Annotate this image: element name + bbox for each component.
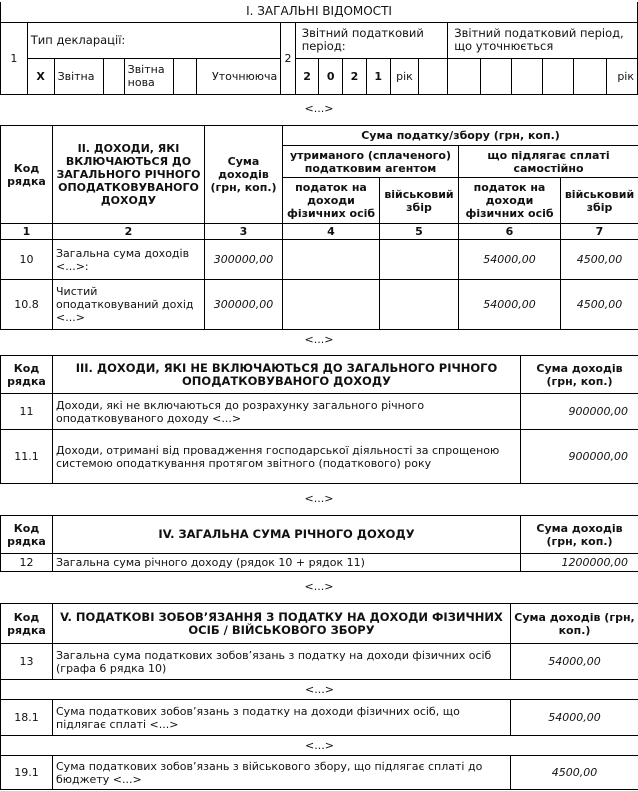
corrected-year-digit[interactable] (512, 58, 543, 94)
section-1-title: І. ЗАГАЛЬНІ ВІДОМОСТІ (1, 2, 638, 22)
col-number: 2 (53, 224, 205, 240)
row-code: 19.1 (1, 756, 53, 790)
row-self-military[interactable]: 4500,00 (561, 280, 638, 330)
pdfo-header: податок на доходи фізичних осіб (283, 178, 380, 224)
corrected-year-digit[interactable] (481, 58, 512, 94)
row-income-sum[interactable]: 900000,00 (521, 430, 638, 484)
row-code: 11 (1, 394, 53, 430)
row-income-sum[interactable]: 1200000,00 (521, 554, 638, 572)
year-digit[interactable]: 2 (295, 58, 319, 94)
field-number-1: 1 (1, 22, 28, 94)
pdfo-header: податок на доходи фізичних осіб (459, 178, 561, 224)
ellipsis: <...> (1, 680, 638, 700)
corrected-year-label: рік (606, 58, 637, 94)
table-row (1, 554, 638, 572)
self-pay-header: що підлягає сплаті самостійно (459, 146, 638, 178)
row-withheld-military[interactable] (380, 280, 459, 330)
col-code-header: Код рядка (1, 604, 53, 644)
row-code: 10.8 (1, 280, 53, 330)
declaration-type-checkbox-marked[interactable]: X (27, 58, 54, 94)
row-code: 13 (1, 644, 53, 680)
row-income-sum[interactable]: 4500,00 (511, 756, 638, 790)
declaration-type-label: Тип декларації: (27, 22, 281, 58)
col-number: 5 (380, 224, 459, 240)
row-self-pdfo[interactable]: 54000,00 (459, 280, 561, 330)
row-name: Загальна сума річного доходу (рядок 10 + рядок 11) (53, 554, 521, 572)
year-digit[interactable]: 0 (319, 58, 343, 94)
col-number: 1 (1, 224, 53, 240)
declaration-type-utochnyuyucha: Уточнююча (196, 58, 281, 94)
section-4-total-income-table (0, 515, 638, 572)
row-name: Загальна сума доходів <...>: (53, 240, 205, 280)
corrected-period-empty[interactable] (573, 58, 606, 94)
table-row (1, 280, 638, 330)
row-income-sum[interactable]: 300000,00 (205, 280, 283, 330)
row-withheld-military[interactable] (380, 240, 459, 280)
col-income-sum-header: Сума доходів (грн, коп.) (205, 126, 283, 224)
row-name: Доходи, отримані від провадження господарської діяльності за спрощеною системою оподаткування протягом звітного (податкового) року (53, 430, 521, 484)
row-code: 18.1 (1, 700, 53, 736)
ellipsis: <...> (304, 102, 334, 115)
table-row (1, 644, 638, 680)
row-income-sum[interactable]: 54000,00 (511, 700, 638, 736)
col-income-sum-header: Сума доходів (грн, коп.) (521, 356, 638, 394)
section-3-title: ІІІ. ДОХОДИ, ЯКІ НЕ ВКЛЮЧАЮТЬСЯ ДО ЗАГАЛЬНОГО РІЧНОГО ОПОДАТКОВУВАНОГО ДОХОДУ (53, 356, 521, 394)
period-empty-cell[interactable] (419, 58, 448, 94)
table-row (1, 394, 638, 430)
table-row (1, 240, 638, 280)
withheld-header: утриманого (сплаченого) податковим агентом (283, 146, 459, 178)
row-code: 10 (1, 240, 53, 280)
section-5-tax-liabilities-table (0, 603, 638, 790)
row-income-sum[interactable]: 900000,00 (521, 394, 638, 430)
section-1-general-info (0, 2, 638, 95)
section-4-title: IV. ЗАГАЛЬНА СУМА РІЧНОГО ДОХОДУ (53, 516, 521, 554)
row-name: Сума податкових зобов’язань з військового збору, що підлягає сплаті до бюджету <...> (53, 756, 511, 790)
row-self-pdfo[interactable]: 54000,00 (459, 240, 561, 280)
row-name: Загальна сума податкових зобов’язань з податку на доходи фізичних осіб (графа 6 рядка 10) (53, 644, 511, 680)
col-code-header: Код рядка (1, 356, 53, 394)
year-digit[interactable]: 1 (366, 58, 390, 94)
col-income-sum-header: Сума доходів (грн, коп.) (511, 604, 638, 644)
section-2-title: ІІ. ДОХОДИ, ЯКІ ВКЛЮЧАЮТЬСЯ ДО ЗАГАЛЬНОГО РІЧНОГО ОПОДАТКОВУВАНОГО ДОХОДУ (53, 126, 205, 224)
reporting-period-label: Звітний податковий період: (295, 22, 448, 58)
col-number: 4 (283, 224, 380, 240)
field-number-2: 2 (281, 22, 295, 94)
declaration-type-zvitna-checkbox[interactable] (104, 58, 125, 94)
col-income-sum-header: Сума доходів (грн, коп.) (521, 516, 638, 554)
year-digit[interactable]: 2 (343, 58, 367, 94)
col-number: 6 (459, 224, 561, 240)
section-5-title: V. ПОДАТКОВІ ЗОБОВ’ЯЗАННЯ З ПОДАТКУ НА ДОХОДИ ФІЗИЧНИХ ОСІБ / ВІЙСЬКОВОГО ЗБОРУ (53, 604, 511, 644)
declaration-type-zvitna-nova-checkbox[interactable] (174, 58, 197, 94)
row-name: Доходи, які не включаються до розрахунку загального річного оподатковуваного доходу <...> (53, 394, 521, 430)
military-levy-header: військовий збір (561, 178, 638, 224)
col-number: 7 (561, 224, 638, 240)
section-2-income-table (0, 125, 638, 330)
row-withheld-pdfo[interactable] (283, 240, 380, 280)
row-code: 12 (1, 554, 53, 572)
declaration-type-zvitna-nova: Звітна нова (124, 58, 173, 94)
ellipsis: <...> (304, 580, 334, 593)
row-name: Чистий оподатковуваний дохід <...> (53, 280, 205, 330)
col-code-header: Код рядка (1, 126, 53, 224)
row-income-sum[interactable]: 54000,00 (511, 644, 638, 680)
row-code: 11.1 (1, 430, 53, 484)
military-levy-header: військовий збір (380, 178, 459, 224)
corrected-period-label: Звітний податковий період, що уточнюється (448, 22, 638, 58)
ellipsis: <...> (304, 333, 334, 346)
row-income-sum[interactable]: 300000,00 (205, 240, 283, 280)
section-3-excluded-income-table (0, 355, 638, 484)
table-row (1, 756, 638, 790)
table-row (1, 430, 638, 484)
tax-sum-header: Сума податку/збору (грн, коп.) (283, 126, 638, 146)
row-self-military[interactable]: 4500,00 (561, 240, 638, 280)
year-label: рік (390, 58, 419, 94)
row-name: Сума податкових зобов’язань з податку на доходи фізичних осіб, що підлягає сплаті <...> (53, 700, 511, 736)
row-withheld-pdfo[interactable] (283, 280, 380, 330)
ellipsis: <...> (304, 492, 334, 505)
col-code-header: Код рядка (1, 516, 53, 554)
corrected-year-digit[interactable] (448, 58, 481, 94)
ellipsis: <...> (1, 736, 638, 756)
corrected-year-digit[interactable] (542, 58, 573, 94)
col-number: 3 (205, 224, 283, 240)
declaration-type-zvitna: Звітна (54, 58, 103, 94)
table-row (1, 700, 638, 736)
